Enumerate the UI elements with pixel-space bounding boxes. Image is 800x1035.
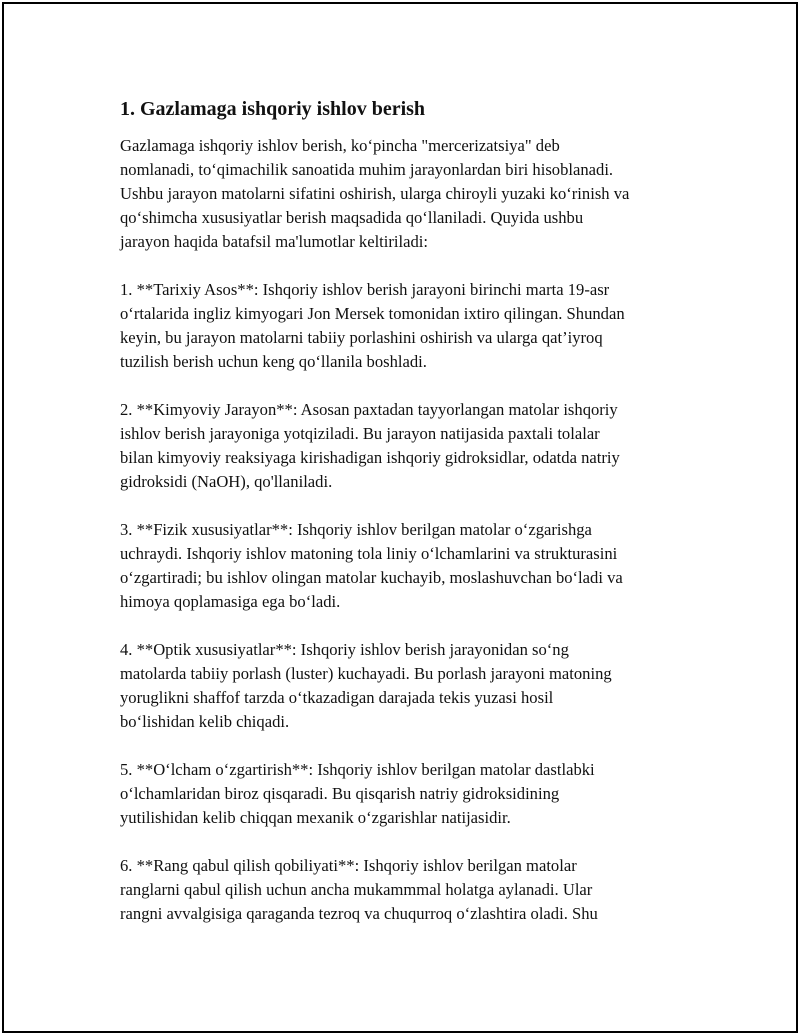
text-line: uchraydi. Ishqoriy ishlov matoning tola liniy oʻlchamlarini va strukturasini bbox=[120, 544, 618, 563]
text-line: rangni avvalgisiga qaraganda tezroq va chuqurroq oʻzlashtira oladi. Shu bbox=[120, 904, 598, 923]
text-line: boʻlishidan kelib chiqadi. bbox=[120, 712, 290, 731]
item-paragraph-dye-uptake bbox=[120, 854, 704, 926]
text-line: jarayon haqida batafsil ma'lumotlar keltiriladi: bbox=[120, 232, 429, 251]
text-line: bilan kimyoviy reaksiyaga kirishadigan ishqoriy gidroksidlar, odatda natriy bbox=[120, 448, 620, 467]
text-line: gidroksidi (NaOH), qo'llaniladi. bbox=[120, 472, 333, 491]
document-body bbox=[120, 94, 704, 950]
document-page bbox=[2, 2, 798, 1033]
text-line: ranglarni qabul qilish uchun ancha mukammmal holatga aylanadi. Ular bbox=[120, 880, 593, 899]
text-line: oʻzgartiradi; bu ishlov olingan matolar kuchayib, moslashuvchan boʻladi va bbox=[120, 568, 623, 587]
intro-paragraph bbox=[120, 134, 704, 254]
item-paragraph-physical bbox=[120, 518, 704, 614]
text-line: tuzilish berish uchun keng qoʻllanila boshladi. bbox=[120, 352, 427, 371]
text-line: yoruglikni shaffof tarzda oʻtkazadigan darajada tekis yuzasi hosil bbox=[120, 688, 554, 707]
text-line: nomlanadi, toʻqimachilik sanoatida muhim jarayonlardan biri hisoblanadi. bbox=[120, 160, 614, 179]
text-line: himoya qoplamasiga ega boʻladi. bbox=[120, 592, 341, 611]
text-line: 3. **Fizik xususiyatlar**: Ishqoriy ishlov berilgan matolar oʻzgarishga bbox=[120, 520, 592, 539]
text-line: matolarda tabiiy porlash (luster) kuchayadi. Bu porlash jarayoni matoning bbox=[120, 664, 612, 683]
item-paragraph-historical bbox=[120, 278, 704, 374]
text-line: qoʻshimcha xususiyatlar berish maqsadida qoʻllaniladi. Quyida ushbu bbox=[120, 208, 584, 227]
item-paragraph-optical bbox=[120, 638, 704, 734]
text-line: keyin, bu jarayon matolarni tabiiy porlashini oshirish va ularga qat’iyroq bbox=[120, 328, 603, 347]
text-line: 4. **Optik xususiyatlar**: Ishqoriy ishlov berish jarayonidan soʻng bbox=[120, 640, 569, 659]
item-paragraph-chemical bbox=[120, 398, 704, 494]
item-paragraph-dimension bbox=[120, 758, 704, 830]
text-line: oʻlchamlaridan biroz qisqaradi. Bu qisqarish natriy gidroksidining bbox=[120, 784, 560, 803]
text-line: 5. **Oʻlcham oʻzgartirish**: Ishqoriy ishlov berilgan matolar dastlabki bbox=[120, 760, 595, 779]
text-line: ishlov berish jarayoniga yotqiziladi. Bu jarayon natijasida paxtali tolalar bbox=[120, 424, 600, 443]
text-line: 1. **Tarixiy Asos**: Ishqoriy ishlov berish jarayoni birinchi marta 19-asr bbox=[120, 280, 610, 299]
section-heading: 1. Gazlamaga ishqoriy ishlov berish bbox=[120, 98, 426, 120]
text-line: 6. **Rang qabul qilish qobiliyati**: Ishqoriy ishlov berilgan matolar bbox=[120, 856, 577, 875]
text-line: oʻrtalarida ingliz kimyogari Jon Mersek tomonidan ixtiro qilingan. Shundan bbox=[120, 304, 625, 323]
text-line: Ushbu jarayon matolarni sifatini oshirish, ularga chiroyli yuzaki koʻrinish va bbox=[120, 184, 630, 203]
text-line: 2. **Kimyoviy Jarayon**: Asosan paxtadan tayyorlangan matolar ishqoriy bbox=[120, 400, 618, 419]
text-line: yutilishidan kelib chiqqan mexanik oʻzgarishlar natijasidir. bbox=[120, 808, 511, 827]
text-line: Gazlamaga ishqoriy ishlov berish, koʻpincha "mercerizatsiya" deb bbox=[120, 136, 560, 155]
